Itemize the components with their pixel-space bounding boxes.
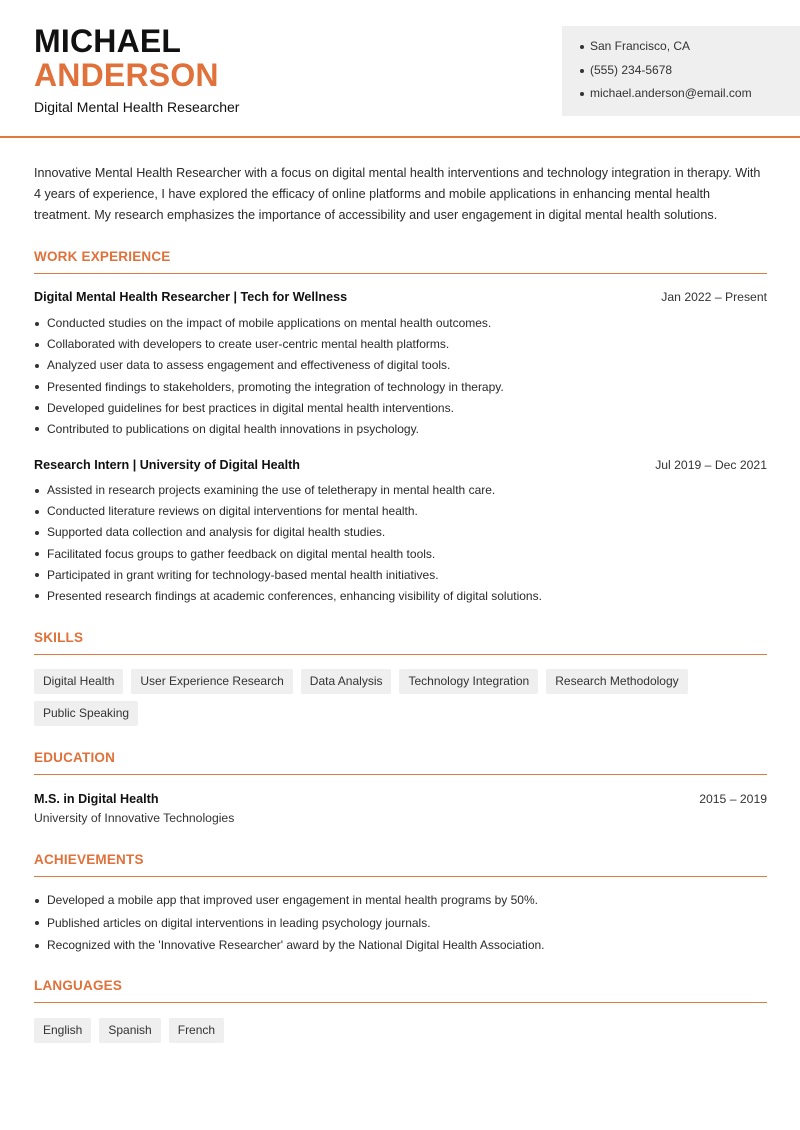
job-title: Digital Mental Health Researcher | Tech for Wellness	[34, 290, 348, 304]
section-heading-achievements: ACHIEVEMENTS	[34, 852, 767, 877]
education-dates: 2015 – 2019	[699, 792, 767, 806]
skill-tag: Data Analysis	[301, 669, 392, 694]
job-bullets	[34, 482, 767, 609]
list-item: Conducted literature reviews on digital interventions for mental health.	[34, 503, 767, 524]
skill-tag: Digital Health	[34, 669, 123, 694]
candidate-name	[34, 24, 219, 92]
job-bullets	[34, 315, 767, 442]
contact-email: michael.anderson@email.com	[580, 85, 800, 109]
job-dates: Jan 2022 – Present	[661, 290, 767, 304]
job-title-headline: Digital Mental Health Researcher	[34, 99, 240, 115]
list-item: Published articles on digital interventions in leading psychology journals.	[34, 915, 767, 938]
contact-phone: (555) 234-5678	[580, 62, 800, 86]
skill-tag: Public Speaking	[34, 701, 138, 726]
skill-tag: Technology Integration	[399, 669, 538, 694]
list-item: Conducted studies on the impact of mobile applications on mental health outcomes.	[34, 315, 767, 336]
list-item: Developed a mobile app that improved user engagement in mental health programs by 50%.	[34, 892, 767, 915]
last-name: ANDERSON	[34, 57, 219, 93]
language-tag: French	[169, 1018, 224, 1043]
list-item: Recognized with the 'Innovative Researcher' award by the National Digital Health Association.	[34, 937, 767, 960]
skills-list	[34, 669, 767, 726]
contact-location: San Francisco, CA	[580, 38, 800, 62]
list-item: Supported data collection and analysis for digital health studies.	[34, 524, 767, 545]
list-item: Analyzed user data to assess engagement and effectiveness of digital tools.	[34, 357, 767, 378]
job-dates: Jul 2019 – Dec 2021	[655, 458, 767, 472]
section-heading-work: WORK EXPERIENCE	[34, 249, 767, 274]
languages-list	[34, 1018, 767, 1043]
list-item: Facilitated focus groups to gather feedback on digital mental health tools.	[34, 546, 767, 567]
skill-tag: User Experience Research	[131, 669, 292, 694]
section-heading-languages: LANGUAGES	[34, 978, 767, 1003]
list-item: Collaborated with developers to create user-centric mental health platforms.	[34, 336, 767, 357]
section-heading-education: EDUCATION	[34, 750, 767, 775]
language-tag: Spanish	[99, 1018, 160, 1043]
job-title: Research Intern | University of Digital Health	[34, 458, 300, 472]
list-item: Assisted in research projects examining the use of teletherapy in mental health care.	[34, 482, 767, 503]
list-item: Participated in grant writing for technology-based mental health initiatives.	[34, 567, 767, 588]
school-name: University of Innovative Technologies	[34, 811, 235, 825]
section-heading-skills: SKILLS	[34, 630, 767, 655]
first-name: MICHAEL	[34, 23, 182, 59]
list-item: Presented findings to stakeholders, promoting the integration of technology in therapy.	[34, 379, 767, 400]
resume-header	[0, 0, 800, 138]
professional-summary: Innovative Mental Health Researcher with a focus on digital mental health interventions and technology integration in therapy. With 4 years of experience, I have explored the efficacy of online platforms and mobile applications in enhancing mental health treatment. My research emphasizes the importance of accessibility and user engagement in digital mental health solutions.	[34, 166, 761, 222]
list-item: Developed guidelines for best practices in digital mental health interventions.	[34, 400, 767, 421]
skill-tag: Research Methodology	[546, 669, 687, 694]
degree-name: M.S. in Digital Health	[34, 792, 159, 806]
achievement-bullets	[34, 892, 767, 960]
list-item: Contributed to publications on digital health innovations in psychology.	[34, 421, 767, 442]
list-item: Presented research findings at academic conferences, enhancing visibility of digital solutions.	[34, 588, 767, 609]
language-tag: English	[34, 1018, 91, 1043]
contact-box	[562, 26, 800, 116]
